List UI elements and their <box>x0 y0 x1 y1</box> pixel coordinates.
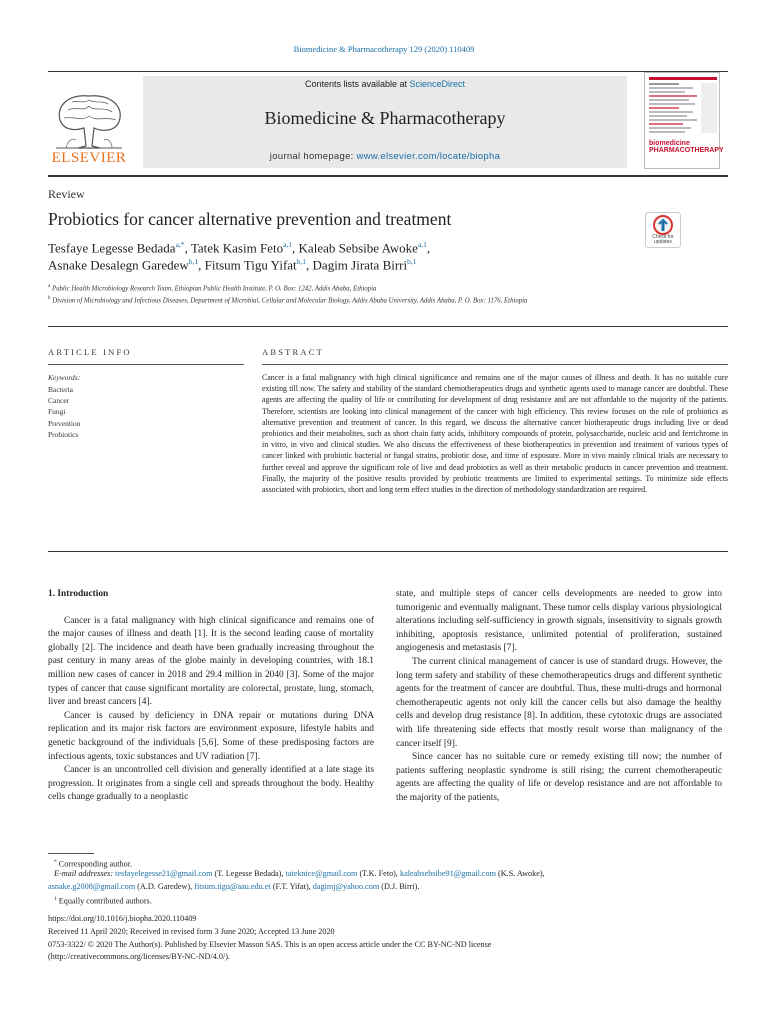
keyword: Bacteria <box>48 385 73 394</box>
keyword: Cancer <box>48 396 70 406</box>
author-affiliation-mark[interactable]: b,1 <box>407 257 417 266</box>
body-paragraph: Cancer is an uncontrolled cell division and generally identified at a late stage its progression. It originates from a single cell and spreads throughout the body. Healthy cells change gradually to a neoplastic <box>48 765 374 803</box>
header-bottom-rule <box>48 175 728 177</box>
journal-homepage-line <box>143 151 627 162</box>
affiliation-b <box>48 294 728 306</box>
article-title: Probiotics for cancer alternative prevention and treatment <box>48 209 452 229</box>
authors-line-1 <box>48 240 430 256</box>
contents-prefix: Contents lists available at <box>304 79 410 89</box>
author-separator: , <box>306 257 313 273</box>
author[interactable]: Kaleab Sebsibe Awoke <box>298 240 418 256</box>
equal-contribution-note <box>48 893 728 908</box>
email-link[interactable]: fitsum.tigu@aau.edu.et <box>194 882 271 891</box>
keyword: Fungi <box>48 407 66 417</box>
keywords-list <box>48 384 81 440</box>
body-column-left <box>48 588 374 805</box>
email-owner: (K.S. Awoke), <box>496 869 545 878</box>
doi-link[interactable]: https://doi.org/10.1016/j.biopha.2020.110409 <box>48 914 197 923</box>
footnote-rule <box>48 853 94 854</box>
email-owner: (A.D. Garedew), <box>135 882 195 891</box>
cover-brand-line-2: PHARMACOTHERAPY <box>649 147 724 154</box>
author-separator: , <box>426 240 431 256</box>
affiliation-a <box>48 282 728 294</box>
keyword: Probiotics <box>48 429 79 439</box>
email-link[interactable]: asnake.g2008@gmail.com <box>48 882 136 891</box>
header-top-rule <box>48 71 728 72</box>
body-paragraph: The current clinical management of cancer is use of standard drugs. However, the long term safety and stability of these chemotherapeutics drugs and different synthetic agents for the treatment of cancer are doubtful. Thus, these multi-drugs and hormonal chemotherapeutic agents not only kill the cancer cells but also damage the healthy cells and develop drug resistance [8]. In addition, these cytotoxic drugs are associated with life threatening side effects that mostly result worse than malignancy of the cancer itself [9]. <box>396 656 722 749</box>
body-paragraph: Cancer is a fatal malignancy with high clinical significance and remains one of the major causes of illness and death [1]. It is the second leading cause of mortality globally [2]. The incidence and death have been gradually increasing throughout the past century in many areas of the globe mainly in developing countries, with 18.1 million new cases of cancer in 2018 and 29.4 million in 2040 [3]. Some of the major types of cancer that cause significant mortality are colorectal, prostate, lung, stomach, liver and breast cancers [4]. <box>48 615 374 708</box>
email-owner: (F.T. Yifat), <box>270 882 313 891</box>
article-info-heading: ARTICLE INFO <box>48 347 132 357</box>
author-separator: , <box>292 240 299 256</box>
keyword: Prevention <box>48 418 81 428</box>
journal-homepage-link[interactable]: www.elsevier.com/locate/biopha <box>356 151 501 162</box>
license-line-2[interactable]: (http://creativecommons.org/licenses/BY-NC-ND/4.0/). <box>48 952 230 961</box>
elsevier-wordmark: ELSEVIER <box>51 150 127 166</box>
cover-brand-line-1: biomedicine <box>649 140 690 147</box>
author[interactable]: Asnake Desalegn Garedew <box>48 257 189 273</box>
affiliation-b-text: Division of Microbiology and Infectious Diseases, Department of Microbial, Cellular and Molecular Biology, Addis Ababa University, Addis Ababa, P. O. Box: 1176, Ethiopia <box>52 297 528 305</box>
section-heading-introduction: 1. Introduction <box>48 589 109 599</box>
author-separator: , <box>198 257 205 273</box>
author-affiliation-mark[interactable]: a,1 <box>417 240 427 249</box>
received-dates: Received 11 April 2020; Received in revised form 3 June 2020; Accepted 13 June 2020 <box>48 927 335 936</box>
email-owner: (D.J. Birri). <box>379 882 420 891</box>
check-for-updates-label: Check for updates <box>652 234 674 245</box>
author-affiliation-mark[interactable]: b,1 <box>188 257 199 266</box>
sciencedirect-link[interactable]: ScienceDirect <box>409 79 466 89</box>
author-affiliation-mark[interactable]: a,1 <box>283 240 293 249</box>
corresponding-author-text: Corresponding author. <box>58 859 133 869</box>
article-type: Review <box>48 187 85 201</box>
email-link[interactable]: kaleabsebsibe91@gmail.com <box>400 869 496 878</box>
cover-journal-brand <box>649 140 724 154</box>
author-affiliation-mark[interactable]: a,* <box>175 240 185 249</box>
authors-line-2 <box>48 257 417 273</box>
footnote-mark: * <box>54 859 57 865</box>
journal-title: Biomedicine & Pharmacotherapy <box>264 108 506 128</box>
license-line-1: 0753-3322/ © 2020 The Author(s). Published by Elsevier Masson SAS. This is an open access article under the CC BY-NC-ND license <box>48 940 492 949</box>
body-column-right <box>396 588 722 806</box>
body-paragraph: Cancer is caused by deficiency in DNA repair or mutations during DNA replication and its major risk factors are environment exposure, lifestyle habits and genetic background of the individuals [5,6]. Some of these predisposing factors are infectious agents, toxic substances and UV radiation [7]. <box>48 710 374 762</box>
email-addresses-line-2 <box>48 881 728 894</box>
body-paragraph: state, and multiple steps of cancer cells developments are needed to grow into tumorigenic and eventually malignant. These tumor cells display various physiological alterations including self-sufficiency in growth signals, insensitivity to signals growth inhibiting, apoptosis resistance, unlimited potential of proliferation, sustained angiogenesis and metastasis [7]. <box>396 589 722 654</box>
author-affiliation-mark[interactable]: b,1 <box>296 257 307 266</box>
keywords-label: Keywords: <box>48 373 81 382</box>
journal-reference-link[interactable]: Biomedicine & Pharmacotherapy 129 (2020) 110409 <box>293 44 475 54</box>
affiliation-a-text: Public Health Microbiology Research Team, Ethiopian Public Health Institute, P. O. Box: 1242, Addis Ababa, Ethiopia <box>51 285 377 293</box>
email-label: E-mail addresses: <box>54 869 114 878</box>
email-link[interactable]: tateknice@gmail.com <box>285 869 358 878</box>
email-owner: (T. Legesse Bedada), <box>212 869 286 878</box>
article-info-rule <box>48 364 244 365</box>
author-separator: , <box>184 240 191 256</box>
email-link[interactable]: dagimj@yahoo.com <box>312 882 380 891</box>
footnote-mark: 1 <box>54 896 57 902</box>
affiliation-mark: b <box>48 296 51 301</box>
author[interactable]: Dagim Jirata Birri <box>312 257 408 273</box>
journal-cover-thumbnail <box>644 72 724 169</box>
body-paragraph: Since cancer has no suitable cure or remedy existing till now; the number of patients suffering neoplastic syndrome is still rising; the current chemotherapeutic agents are affecting the quality of life or develop resistance and are not affordable to the majority of the patients, <box>396 752 722 803</box>
contents-available-line <box>143 79 627 89</box>
cover-graphic <box>645 73 724 170</box>
abstract-heading: ABSTRACT <box>262 347 324 357</box>
abstract-bottom-rule <box>48 551 728 552</box>
author[interactable]: Tesfaye Legesse Bedada <box>48 240 176 256</box>
affiliation-rule <box>48 326 728 327</box>
affiliation-mark: a <box>48 284 51 289</box>
author[interactable]: Fitsum Tigu Yifat <box>204 257 297 273</box>
homepage-prefix: journal homepage: <box>269 151 357 162</box>
email-owner: (T.K. Feto), <box>357 869 401 878</box>
email-addresses-line-1 <box>48 868 728 881</box>
author[interactable]: Tatek Kasim Feto <box>190 240 284 256</box>
email-link[interactable]: tesfayelegesse21@gmail.com <box>115 869 213 878</box>
abstract-text: Cancer is a fatal malignancy with high clinical significance and remains one of the major causes of illness and death. It has no suitable cure existing till now. The safety and stability of the standard chemotherapeutics drugs and synthetic agents used to manage cancer are doubtful. These agents are affecting the quality of life or contributing for development of drug resistance and are not affordable to the majority of the patients. Therefore, scientists are looking into clinical management of the cancer with high efficiency. This review focuses on the role of probiotics as alternative prevention and treatment of cancer. In this regard, we discuss the alternative cancer biotherapeutic drugs including live or dead probiotics and their metabolites, such as short chain fatty acids, inhibitory compounds of protein, polysaccharide, nucleic acid and ferrichrome in in vitro, in vivo and clinical studies. We also discuss the effectiveness of these biotherapeutics in prevention and treatment of various types of cancer linked with probiotic bacterial or fungal strains, probiotic dose, and time of exposure. More in vivo mainly clinical trials are necessary to further reveal and approve the significant role of live and dead probiotics as well as their metabolic products in cancer prevention and treatment. Finally, the majority of the positive results provided by probiotic treatments are limited to experimental settings. To minimize side effects associated with probiotics, short and long term effect studies in the direction of methodology standardization are required. <box>262 373 728 495</box>
equal-contribution-text: Equally contributed authors. <box>58 896 152 906</box>
abstract-rule <box>262 364 728 365</box>
